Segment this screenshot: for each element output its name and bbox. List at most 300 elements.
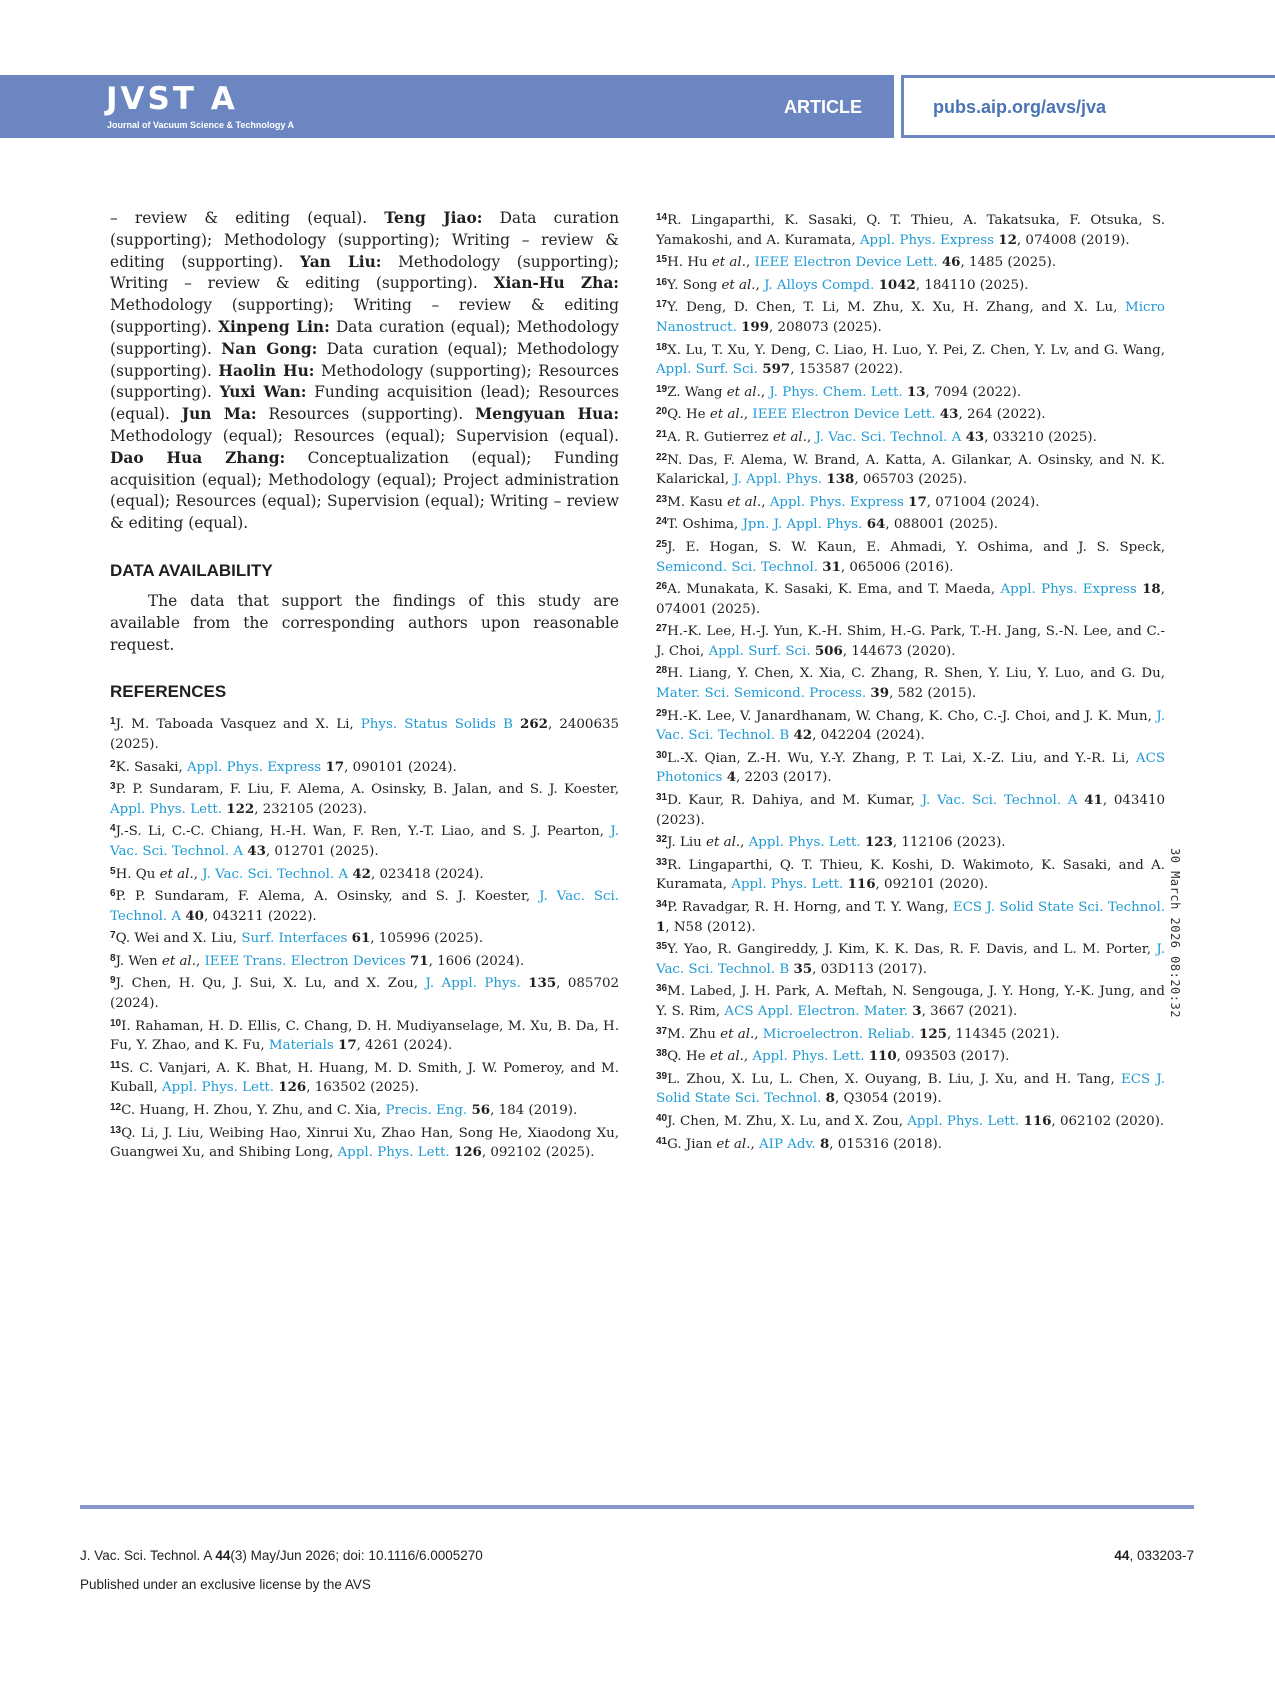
reference-item bbox=[656, 338, 1165, 380]
footer-citation-pre: J. Vac. Sci. Technol. A bbox=[80, 1548, 216, 1563]
reference-rest: , 062102 (2020). bbox=[1051, 1113, 1165, 1129]
reference-volume: 135 bbox=[528, 975, 557, 992]
reference-item bbox=[110, 819, 619, 861]
reference-number: 11 bbox=[110, 1059, 121, 1071]
reference-item bbox=[656, 425, 1165, 448]
reference-authors: P. P. Sundaram, F. Liu, F. Alema, A. Osinsky, B. Jalan, and S. J. Koester, bbox=[115, 782, 619, 798]
reference-journal-link[interactable]: J. Vac. Sci. Technol. A bbox=[110, 824, 619, 859]
reference-authors: K. Sasaki, bbox=[115, 759, 188, 775]
reference-rest: , 090101 (2024). bbox=[344, 759, 457, 775]
reference-authors: Q. Wei and X. Liu, bbox=[115, 931, 242, 947]
reference-sep: , bbox=[743, 1049, 753, 1065]
reference-volume: 40 bbox=[185, 907, 204, 924]
reference-journal-link[interactable]: AIP Adv. bbox=[758, 1136, 816, 1152]
reference-authors: T. Oshima, bbox=[667, 517, 743, 533]
reference-sep: , bbox=[745, 255, 755, 271]
footer-citation-volume: 44 bbox=[215, 1548, 231, 1563]
reference-journal-link[interactable]: J. Vac. Sci. Technol. B bbox=[656, 942, 1165, 977]
reference-volume: 17 bbox=[325, 758, 345, 775]
reference-authors: N. Das, F. Alema, W. Brand, A. Katta, A. Gilankar, A. Osinsky, and N. K. Kalarickal, bbox=[656, 452, 1165, 488]
reference-etal: et al. bbox=[711, 255, 746, 271]
reference-authors: J. Liu bbox=[667, 835, 707, 851]
reference-number: 40 bbox=[656, 1112, 668, 1124]
reference-list-right bbox=[656, 208, 1165, 1154]
reference-volume: 61 bbox=[351, 930, 371, 947]
data-availability-heading: DATA AVAILABILITY bbox=[110, 560, 273, 580]
reference-sep: , bbox=[760, 384, 770, 400]
footer-rule bbox=[80, 1505, 1194, 1509]
reference-number: 36 bbox=[656, 983, 668, 995]
reference-journal-link[interactable]: Appl. Phys. Lett. bbox=[161, 1080, 274, 1096]
reference-authors: H.-K. Lee, H.-J. Yun, K.-H. Shim, H.-G. Park, T.-H. Jang, S.-N. Lee, and C.-J. Choi, bbox=[656, 624, 1165, 659]
reference-volume: 138 bbox=[826, 471, 855, 488]
reference-rest: , 114345 (2021). bbox=[946, 1026, 1060, 1042]
reference-etal: et al. bbox=[706, 835, 741, 851]
reference-authors: M. Zhu bbox=[667, 1026, 721, 1042]
reference-authors: J. Chen, M. Zhu, X. Lu, and X. Zou, bbox=[667, 1113, 908, 1129]
reference-number: 33 bbox=[656, 856, 668, 868]
reference-journal-link[interactable]: J. Phys. Chem. Lett. bbox=[769, 384, 903, 400]
reference-rest: , 074008 (2019). bbox=[1016, 232, 1130, 248]
reference-rest: , 105996 (2025). bbox=[370, 931, 483, 947]
reference-volume: 116 bbox=[847, 876, 876, 893]
reference-number: 17 bbox=[656, 299, 668, 311]
reference-journal-link[interactable]: Micro Nanostruct. bbox=[656, 300, 1165, 335]
reference-item bbox=[656, 402, 1165, 425]
author-contributions bbox=[110, 208, 619, 535]
contribution-roles: Data curation (equal); Methodology (supporting). bbox=[110, 339, 619, 380]
reference-volume: 199 bbox=[741, 318, 770, 335]
reference-rest: , 208073 (2025). bbox=[769, 319, 882, 335]
reference-journal-link[interactable]: Appl. Surf. Sci. bbox=[656, 362, 759, 378]
reference-item bbox=[656, 208, 1165, 250]
reference-volume: 4 bbox=[726, 769, 737, 786]
reference-journal-link[interactable]: Appl. Phys. Lett. bbox=[110, 801, 223, 817]
reference-volume: 123 bbox=[864, 834, 893, 851]
reference-sep: , bbox=[193, 866, 203, 882]
reference-item bbox=[110, 712, 619, 754]
contributor-name: Nan Gong: bbox=[221, 339, 318, 358]
reference-number: 6 bbox=[110, 888, 116, 900]
footer-page-number bbox=[1114, 1548, 1194, 1564]
reference-volume: 110 bbox=[868, 1048, 897, 1065]
reference-volume: 506 bbox=[814, 642, 843, 659]
reference-sep: , bbox=[195, 953, 205, 969]
reference-journal-link[interactable]: J. Vac. Sci. Technol. A bbox=[815, 429, 962, 445]
reference-authors: Y. Yao, R. Gangireddy, J. Kim, K. K. Das, R. F. Davis, and L. M. Porter, bbox=[667, 942, 1157, 958]
reference-authors: I. Rahaman, H. D. Ellis, C. Chang, D. H. Mudiyanselage, M. Xu, B. Da, H. Fu, Y. Zhao, and K. Fu, bbox=[110, 1018, 619, 1054]
reference-item bbox=[656, 577, 1165, 619]
reference-number: 2 bbox=[110, 758, 116, 770]
reference-rest: , 074001 (2025). bbox=[656, 582, 1165, 617]
reference-rest: , 088001 (2025). bbox=[885, 517, 998, 533]
reference-item bbox=[110, 1121, 619, 1163]
reference-etal: et al. bbox=[709, 1049, 744, 1065]
reference-authors: P. P. Sundaram, F. Alema, A. Osinsky, and S. J. Koester, bbox=[115, 889, 540, 905]
contributor-name: Yuxi Wan: bbox=[219, 383, 307, 402]
reference-rest: , 3667 (2021). bbox=[921, 1003, 1018, 1019]
reference-rest: , 092101 (2020). bbox=[875, 877, 989, 893]
reference-journal-link[interactable]: J. Vac. Sci. Technol. A bbox=[202, 866, 349, 882]
reference-rest: , 093503 (2017). bbox=[896, 1049, 1010, 1065]
reference-etal: et al. bbox=[726, 384, 761, 400]
contribution-roles: Methodology (supporting); Resources (supporting). bbox=[110, 361, 619, 402]
reference-authors: H. Qu bbox=[115, 866, 160, 882]
reference-volume: 1 bbox=[656, 918, 666, 935]
reference-volume: 126 bbox=[278, 1079, 307, 1096]
reference-volume: 1042 bbox=[878, 276, 916, 293]
reference-rest: , 2400635 (2025). bbox=[110, 717, 619, 752]
reference-item bbox=[110, 1098, 619, 1121]
article-type-label: ARTICLE bbox=[784, 97, 862, 117]
contributor-name: Xian-Hu Zha: bbox=[493, 274, 619, 293]
reference-journal-link[interactable]: IEEE Trans. Electron Devices bbox=[204, 953, 406, 969]
reference-number: 27 bbox=[656, 623, 668, 635]
reference-item bbox=[656, 1044, 1165, 1067]
reference-journal-link[interactable]: Appl. Phys. Lett. bbox=[748, 835, 861, 851]
footer-page-volume: 44 bbox=[1114, 1548, 1130, 1563]
reference-item bbox=[110, 777, 619, 819]
reference-etal: et al. bbox=[159, 866, 194, 882]
reference-number: 39 bbox=[656, 1070, 668, 1082]
contribution-roles: Data curation (supporting); Methodology (supporting); Writing – review & editing (supporting). bbox=[110, 209, 619, 271]
reference-journal-link[interactable]: J. Vac. Sci. Technol. B bbox=[656, 708, 1165, 744]
reference-item bbox=[110, 884, 619, 926]
reference-rest: , 112106 (2023). bbox=[892, 835, 1006, 851]
reference-item bbox=[656, 979, 1165, 1021]
reference-journal-link[interactable]: Appl. Surf. Sci. bbox=[708, 643, 811, 659]
reference-item bbox=[656, 448, 1165, 490]
reference-rest: , 264 (2022). bbox=[958, 407, 1046, 423]
reference-authors: S. C. Vanjari, A. K. Bhat, H. Huang, M. D. Smith, J. W. Pomeroy, and M. Kuball, bbox=[110, 1060, 619, 1096]
reference-number: 4 bbox=[110, 823, 116, 835]
reference-volume: 122 bbox=[226, 800, 255, 817]
reference-rest: , 065006 (2016). bbox=[840, 559, 954, 575]
contribution-roles: Data curation (equal); Methodology (supporting). bbox=[110, 317, 619, 358]
reference-number: 12 bbox=[110, 1102, 122, 1114]
reference-volume: 126 bbox=[453, 1144, 482, 1161]
reference-volume: 17 bbox=[338, 1037, 357, 1054]
contributor-name: Xinpeng Lin: bbox=[218, 317, 330, 336]
reference-journal-link[interactable]: Appl. Phys. Express bbox=[859, 232, 994, 248]
reference-journal-link[interactable]: Appl. Phys. Express bbox=[1000, 582, 1137, 598]
reference-item bbox=[656, 661, 1165, 703]
reference-authors: M. Kasu bbox=[667, 494, 728, 510]
reference-volume: 8 bbox=[819, 1135, 830, 1152]
reference-etal: et al. bbox=[716, 1136, 751, 1152]
reference-number: 15 bbox=[656, 254, 668, 266]
reference-etal: et al. bbox=[161, 953, 196, 969]
reference-item bbox=[110, 971, 619, 1013]
references-heading: REFERENCES bbox=[110, 682, 227, 702]
reference-journal-link[interactable]: Appl. Phys. Express bbox=[769, 494, 904, 510]
contributor-name: Dao Hua Zhang: bbox=[110, 448, 286, 467]
contribution-roles: – review & editing (equal). bbox=[110, 209, 385, 227]
reference-item bbox=[110, 862, 619, 885]
reference-number: 13 bbox=[110, 1124, 122, 1136]
reference-volume: 43 bbox=[965, 428, 985, 445]
reference-authors: L.-X. Qian, Z.-H. Wu, Y.-Y. Zhang, P. T. Lai, X.-Z. Liu, and Y.-R. Li, bbox=[667, 750, 1136, 766]
reference-rest: , 7094 (2022). bbox=[925, 384, 1022, 400]
contribution-roles: Methodology (equal); Resources (equal); Supervision (equal). bbox=[110, 426, 619, 445]
reference-number: 9 bbox=[110, 975, 116, 987]
reference-rest: , 153587 (2022). bbox=[790, 362, 903, 378]
reference-item bbox=[656, 619, 1165, 661]
journal-logo: JVST A bbox=[106, 81, 238, 117]
footer-page-id: , 033203-7 bbox=[1129, 1548, 1194, 1563]
reference-item bbox=[656, 830, 1165, 853]
reference-authors: J. M. Taboada Vasquez and X. Li, bbox=[115, 717, 361, 733]
reference-sep: , bbox=[743, 407, 753, 423]
reference-number: 8 bbox=[110, 952, 116, 964]
reference-journal-link[interactable]: J. Appl. Phys. bbox=[733, 472, 823, 488]
reference-number: 38 bbox=[656, 1048, 668, 1060]
reference-rest: , 184 (2019). bbox=[490, 1103, 578, 1119]
reference-number: 22 bbox=[656, 451, 668, 463]
reference-volume: 41 bbox=[1084, 792, 1103, 809]
reference-rest: , 043410 (2023). bbox=[656, 793, 1165, 828]
reference-number: 7 bbox=[110, 930, 116, 942]
contribution-roles: Methodology (supporting); Writing – review & editing (supporting). bbox=[110, 252, 619, 293]
reference-volume: 42 bbox=[352, 865, 371, 882]
reference-number: 16 bbox=[656, 276, 668, 288]
reference-journal-link[interactable]: Appl. Phys. Lett. bbox=[907, 1113, 1020, 1129]
reference-item bbox=[110, 1014, 619, 1056]
reference-authors: H. Liang, Y. Chen, X. Xia, C. Zhang, R. Shen, Y. Liu, Y. Luo, and G. Du, bbox=[667, 666, 1165, 682]
reference-journal-link[interactable]: Phys. Status Solids B bbox=[360, 717, 513, 733]
reference-authors: Q. He bbox=[667, 1049, 710, 1065]
reference-volume: 42 bbox=[793, 727, 813, 744]
reference-authors: H. Hu bbox=[667, 255, 712, 271]
reference-journal-link[interactable]: IEEE Electron Device Lett. bbox=[754, 255, 938, 271]
reference-sep: , bbox=[755, 277, 765, 293]
reference-authors: J. Chen, H. Qu, J. Sui, X. Lu, and X. Zou, bbox=[115, 976, 426, 992]
reference-item bbox=[656, 490, 1165, 513]
reference-number: 28 bbox=[656, 665, 668, 677]
reference-number: 32 bbox=[656, 834, 668, 846]
reference-number: 26 bbox=[656, 581, 668, 593]
reference-sep: , bbox=[806, 429, 816, 445]
journal-subtitle: Journal of Vacuum Science & Technology A bbox=[107, 120, 295, 130]
reference-number: 30 bbox=[656, 749, 668, 761]
reference-journal-link[interactable]: J. Appl. Phys. bbox=[425, 976, 521, 992]
reference-item bbox=[656, 250, 1165, 273]
footer-citation-post: (3) May/Jun 2026; doi: 10.1116/6.0005270 bbox=[230, 1548, 483, 1563]
reference-journal-link[interactable]: Appl. Phys. Lett. bbox=[752, 1049, 865, 1065]
contribution-roles: Methodology (supporting); Writing – review & editing (supporting). bbox=[110, 296, 619, 336]
reference-item bbox=[656, 380, 1165, 403]
reference-journal-link[interactable]: Mater. Sci. Semicond. Process. bbox=[656, 686, 867, 702]
reference-rest: , 582 (2015). bbox=[889, 686, 977, 702]
contribution-roles: Resources (supporting). bbox=[256, 405, 476, 424]
reference-number: 37 bbox=[656, 1025, 668, 1037]
footer-license: Published under an exclusive license by the AVS bbox=[80, 1577, 371, 1592]
reference-sep: , bbox=[761, 494, 770, 510]
contributor-name: Mengyuan Hua: bbox=[475, 405, 619, 424]
reference-number: 41 bbox=[656, 1135, 668, 1147]
reference-volume: 18 bbox=[1142, 581, 1161, 598]
reference-rest: , 232105 (2023). bbox=[254, 801, 367, 817]
reference-journal-link[interactable]: Appl. Phys. Express bbox=[187, 759, 322, 775]
reference-authors: J. E. Hogan, S. W. Kaun, E. Ahmadi, Y. Oshima, and J. S. Speck, bbox=[667, 539, 1165, 555]
reference-rest: , 015316 (2018). bbox=[829, 1136, 942, 1152]
reference-journal-link[interactable]: Jpn. J. Appl. Phys. bbox=[742, 517, 863, 533]
reference-journal-link[interactable]: Appl. Phys. Lett. bbox=[337, 1145, 450, 1161]
reference-number: 21 bbox=[656, 428, 668, 440]
reference-journal-link[interactable]: Materials bbox=[268, 1038, 334, 1054]
reference-number: 29 bbox=[656, 707, 668, 719]
reference-journal-link[interactable]: ACS Photonics bbox=[656, 750, 1165, 786]
reference-list-left bbox=[110, 712, 619, 1162]
reference-rest: , 03D113 (2017). bbox=[812, 961, 927, 977]
reference-item bbox=[656, 1109, 1165, 1132]
reference-authors: Z. Wang bbox=[667, 384, 727, 400]
reference-rest: , 2203 (2017). bbox=[736, 770, 832, 786]
reference-item bbox=[656, 746, 1165, 788]
reference-journal-link[interactable]: J. Vac. Sci. Technol. A bbox=[921, 793, 1078, 809]
reference-volume: 17 bbox=[908, 493, 927, 510]
reference-item bbox=[110, 1056, 619, 1098]
reference-number: 10 bbox=[110, 1017, 122, 1029]
reference-rest: , 071004 (2024). bbox=[926, 494, 1040, 510]
reference-number: 24 bbox=[656, 516, 668, 528]
reference-journal-link[interactable]: Semicond. Sci. Technol. bbox=[656, 559, 818, 575]
reference-number: 1 bbox=[110, 716, 116, 728]
reference-authors: A. Munakata, K. Sasaki, K. Ema, and T. Maeda, bbox=[667, 582, 1001, 598]
reference-authors: R. Lingaparthi, Q. T. Thieu, K. Koshi, D. Wakimoto, K. Sasaki, and A. Kuramata, bbox=[656, 857, 1165, 893]
reference-etal: et al. bbox=[772, 429, 807, 445]
reference-volume: 8 bbox=[825, 1090, 835, 1107]
reference-number: 3 bbox=[110, 781, 116, 793]
reference-volume: 116 bbox=[1023, 1112, 1052, 1129]
reference-rest: , N58 (2012). bbox=[665, 919, 756, 935]
reference-number: 14 bbox=[656, 212, 668, 223]
reference-number: 19 bbox=[656, 383, 668, 395]
reference-volume: 13 bbox=[906, 383, 926, 400]
reference-volume: 3 bbox=[912, 1002, 922, 1019]
reference-volume: 597 bbox=[762, 361, 791, 378]
reference-etal: et al. bbox=[721, 277, 756, 293]
reference-journal-link[interactable]: ECS J. Solid State Sci. Technol. bbox=[656, 1071, 1165, 1107]
footer-citation bbox=[80, 1548, 483, 1564]
reference-authors: C. Huang, H. Zhou, Y. Zhu, and C. Xia, bbox=[121, 1103, 386, 1119]
reference-item bbox=[656, 1022, 1165, 1045]
contributor-name: Haolin Hu: bbox=[218, 361, 315, 380]
reference-item bbox=[656, 512, 1165, 535]
data-availability-text: The data that support the findings of this study are available from the corresponding authors upon reasonable request. bbox=[110, 591, 619, 654]
reference-rest: , Q3054 (2019). bbox=[834, 1091, 942, 1107]
reference-journal-link[interactable]: Precis. Eng. bbox=[385, 1103, 468, 1119]
reference-rest: , 4261 (2024). bbox=[356, 1038, 453, 1054]
reference-rest: , 042204 (2024). bbox=[812, 728, 925, 744]
reference-number: 23 bbox=[656, 493, 668, 505]
reference-rest: , 163502 (2025). bbox=[306, 1080, 419, 1096]
reference-number: 31 bbox=[656, 792, 668, 804]
reference-volume: 262 bbox=[520, 716, 548, 733]
reference-rest: , 1485 (2025). bbox=[960, 255, 1057, 271]
reference-authors: J. Wen bbox=[115, 953, 162, 969]
reference-journal-link[interactable]: Surf. Interfaces bbox=[241, 931, 348, 947]
reference-authors: D. Kaur, R. Dahiya, and M. Kumar, bbox=[667, 793, 922, 809]
reference-authors: P. Ravadgar, R. H. Horng, and T. Y. Wang, bbox=[667, 900, 953, 915]
reference-journal-link[interactable]: Microelectron. Reliab. bbox=[762, 1026, 915, 1042]
reference-authors: L. Zhou, X. Lu, L. Chen, X. Ouyang, B. Liu, J. Xu, and H. Tang, bbox=[667, 1071, 1121, 1087]
journal-url-link[interactable]: pubs.aip.org/avs/jva bbox=[933, 97, 1107, 117]
reference-volume: 64 bbox=[866, 516, 886, 533]
reference-item bbox=[110, 949, 619, 972]
reference-journal-link[interactable]: IEEE Electron Device Lett. bbox=[752, 407, 936, 423]
reference-number: 18 bbox=[656, 341, 668, 353]
reference-authors: G. Jian bbox=[667, 1136, 717, 1152]
contribution-roles: Funding acquisition (lead); Resources (equal). bbox=[110, 383, 619, 424]
reference-item bbox=[656, 1067, 1165, 1109]
reference-volume: 56 bbox=[471, 1102, 491, 1119]
reference-rest: , 043211 (2022). bbox=[204, 908, 317, 924]
reference-volume: 125 bbox=[919, 1025, 947, 1042]
reference-item bbox=[656, 895, 1165, 937]
reference-authors: Y. Song bbox=[667, 277, 722, 293]
reference-rest: , 092102 (2025). bbox=[481, 1145, 595, 1161]
reference-journal-link[interactable]: J. Alloys Compd. bbox=[764, 277, 875, 293]
contribution-roles: Conceptualization (equal); Funding acquisition (equal); Methodology (equal); Project administration (equal); Resources (equal); Supervision (equal); Writing – review & editing (equal). bbox=[110, 448, 619, 533]
reference-volume: 39 bbox=[870, 685, 890, 702]
reference-authors: Q. Li, J. Liu, Weibing Hao, Xinrui Xu, Zhao Han, Song He, Xiaodong Xu, Guangwei Xu, and Shibing Long, bbox=[110, 1125, 619, 1161]
reference-item bbox=[656, 937, 1165, 979]
reference-item bbox=[656, 273, 1165, 296]
reference-authors: Y. Deng, D. Chen, T. Li, M. Zhu, X. Xu, H. Zhang, and X. Lu, bbox=[667, 300, 1126, 316]
download-timestamp: 30 March 2026 08:20:32 bbox=[1168, 848, 1182, 1018]
contributor-name: Teng Jiao: bbox=[384, 209, 483, 227]
reference-volume: 71 bbox=[409, 952, 429, 969]
contributor-name: Jun Ma: bbox=[181, 405, 257, 424]
reference-number: 35 bbox=[656, 941, 668, 953]
left-column bbox=[110, 208, 619, 1163]
reference-number: 20 bbox=[656, 406, 668, 418]
reference-sep: , bbox=[740, 835, 749, 851]
reference-number: 5 bbox=[110, 865, 116, 877]
reference-volume: 43 bbox=[939, 406, 959, 423]
contributor-name: Yan Liu: bbox=[299, 252, 382, 271]
reference-volume: 12 bbox=[998, 231, 1017, 248]
reference-rest: , 1606 (2024). bbox=[428, 953, 525, 969]
reference-item bbox=[656, 704, 1165, 746]
reference-sep: , bbox=[750, 1136, 759, 1152]
reference-journal-link[interactable]: ACS Appl. Electron. Mater. bbox=[724, 1003, 909, 1019]
reference-item bbox=[656, 295, 1165, 337]
reference-number: 25 bbox=[656, 538, 668, 550]
reference-rest: , 085702 (2024). bbox=[110, 976, 620, 1012]
reference-volume: 35 bbox=[793, 960, 813, 977]
reference-etal: et al. bbox=[727, 494, 762, 510]
reference-authors: R. Lingaparthi, K. Sasaki, Q. T. Thieu, A. Takatsuka, F. Otsuka, S. Yamakoshi, and A. Kuramata, bbox=[656, 213, 1165, 248]
reference-rest: , 033210 (2025). bbox=[984, 429, 1097, 445]
reference-item bbox=[110, 926, 619, 949]
reference-sep: , bbox=[754, 1026, 763, 1042]
reference-rest: , 012701 (2025). bbox=[265, 843, 379, 859]
reference-item bbox=[656, 788, 1165, 830]
reference-journal-link[interactable]: ECS J. Solid State Sci. Technol. bbox=[952, 900, 1166, 915]
reference-item bbox=[110, 755, 619, 778]
reference-volume: 31 bbox=[822, 558, 841, 575]
reference-journal-link[interactable]: J. Vac. Sci. Technol. A bbox=[110, 889, 619, 924]
reference-rest: , 065703 (2025). bbox=[854, 472, 968, 488]
reference-journal-link[interactable]: Appl. Phys. Lett. bbox=[731, 877, 844, 893]
reference-authors: Q. He bbox=[667, 407, 710, 423]
reference-item bbox=[656, 535, 1165, 577]
reference-authors: M. Labed, J. H. Park, A. Meftah, N. Sengouga, J. Y. Hong, Y.-K. Jung, and Y. S. Rim, bbox=[656, 984, 1165, 1019]
reference-authors: J.-S. Li, C.-C. Chiang, H.-H. Wan, F. Ren, Y.-T. Liao, and S. J. Pearton, bbox=[115, 824, 611, 840]
reference-item bbox=[656, 853, 1165, 895]
